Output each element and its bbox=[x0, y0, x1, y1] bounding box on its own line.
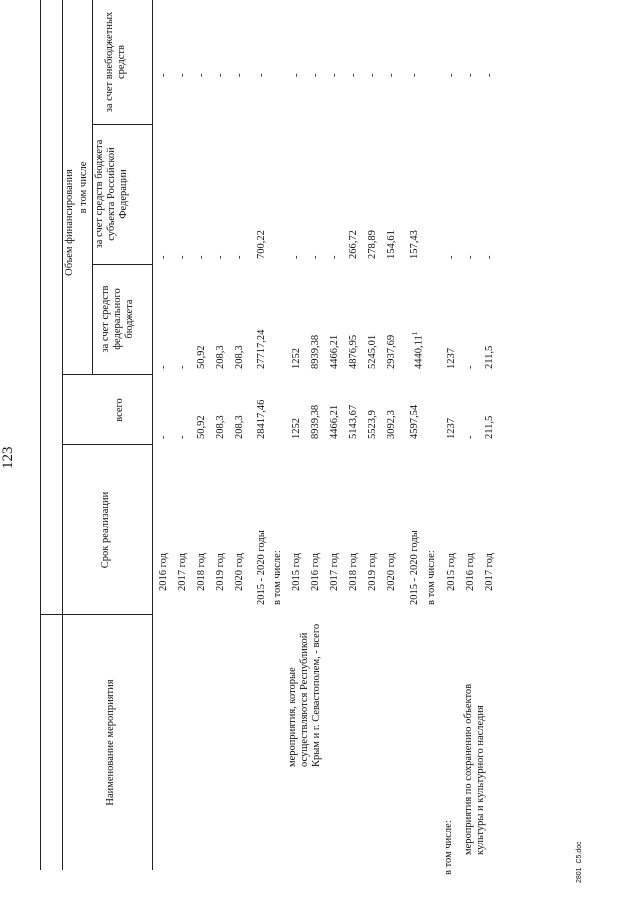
cell-period: 2015 - 2020 годы bbox=[409, 530, 420, 605]
header-regional: за счет средств бюджета субъекта Российской Федерации bbox=[94, 139, 129, 249]
header-incl: в том числе bbox=[78, 161, 89, 214]
footnote-marker: 1 bbox=[411, 331, 419, 336]
cell-federal: 27717,24 bbox=[256, 329, 267, 369]
cell-total: 211,5 bbox=[484, 415, 495, 439]
cell-federal: 208,3 bbox=[234, 345, 245, 369]
cell-total: 5143,67 bbox=[348, 404, 359, 439]
cell-period: 2015 - 2020 годы bbox=[256, 530, 267, 605]
cell-federal: 5245,01 bbox=[367, 334, 378, 369]
cell-extra: - bbox=[291, 73, 302, 77]
cell-extra: - bbox=[310, 73, 321, 77]
cell-federal: 4876,95 bbox=[348, 334, 359, 369]
cell-extra: - bbox=[215, 73, 226, 77]
cell-extra: - bbox=[158, 73, 169, 77]
header-incl-underline bbox=[92, 0, 93, 375]
cell-extra: - bbox=[177, 73, 188, 77]
header-bottom-border bbox=[152, 0, 153, 870]
header-period: Срок реализации bbox=[100, 491, 111, 569]
cell-period: 2019 год bbox=[367, 553, 378, 591]
cell-regional: 157,43 bbox=[409, 230, 420, 259]
cell-period: 2018 год bbox=[196, 553, 207, 591]
cell-period: 2017 год bbox=[329, 553, 340, 591]
cell-regional: - bbox=[234, 255, 245, 259]
cell-extra: - bbox=[367, 73, 378, 77]
header-divider-name-period bbox=[40, 614, 152, 615]
cell-regional: 266,72 bbox=[348, 230, 359, 259]
cell-period: 2020 год bbox=[386, 553, 397, 591]
cell-federal: 4466,21 bbox=[329, 334, 340, 369]
cell-regional: - bbox=[310, 255, 321, 259]
cell-total: 3092,3 bbox=[386, 410, 397, 439]
cell-total: - bbox=[177, 435, 188, 439]
cell-extra: - bbox=[196, 73, 207, 77]
footer-filename: 2801 C5.doc bbox=[576, 841, 583, 883]
cell-total: 5523,9 bbox=[367, 410, 378, 439]
cell-federal: 211,5 bbox=[484, 345, 495, 369]
header-extra: за счет внебюджетных средств bbox=[104, 11, 127, 113]
cell-regional: - bbox=[177, 255, 188, 259]
cell-total: 208,3 bbox=[215, 415, 226, 439]
cell-regional: 154,61 bbox=[386, 230, 397, 259]
cell-federal: 4440,11$^1$ bbox=[411, 331, 425, 369]
cell-regional: - bbox=[484, 255, 495, 259]
cell-period: 2016 год bbox=[465, 553, 476, 591]
cell-extra: - bbox=[386, 73, 397, 77]
cell-federal: - bbox=[177, 365, 188, 369]
cell-federal: 8939,38 bbox=[310, 334, 321, 369]
cell-period: 2020 год bbox=[234, 553, 245, 591]
header-divider-regional-extra bbox=[92, 124, 152, 125]
cell-extra: - bbox=[234, 73, 245, 77]
cell-extra: - bbox=[446, 73, 457, 77]
header-divider-federal-regional bbox=[92, 264, 152, 265]
header-volume: Объем финансирования bbox=[64, 169, 75, 276]
cell-regional: - bbox=[196, 255, 207, 259]
cell-total: 1237 bbox=[446, 418, 457, 439]
cell-extra: - bbox=[484, 73, 495, 77]
cell-period: 2017 год bbox=[484, 553, 495, 591]
cell-period: 2016 год bbox=[158, 553, 169, 591]
cell-extra: - bbox=[256, 73, 267, 77]
cell-extra: - bbox=[329, 73, 340, 77]
cell-regional: - bbox=[215, 255, 226, 259]
header-volume-underline bbox=[62, 0, 63, 445]
cell-federal: 2937,69 bbox=[386, 334, 397, 369]
cell-regional: - bbox=[446, 255, 457, 259]
cell-period: 2018 год bbox=[348, 553, 359, 591]
cell-total: - bbox=[158, 435, 169, 439]
cell-extra: - bbox=[348, 73, 359, 77]
cell-federal: - bbox=[158, 365, 169, 369]
cell-federal: 208,3 bbox=[215, 345, 226, 369]
cell-total: - bbox=[465, 435, 476, 439]
cell-regional: - bbox=[465, 255, 476, 259]
cell-period: в том числе: bbox=[272, 550, 283, 605]
cell-period: 2015 год bbox=[291, 553, 302, 591]
cell-regional: - bbox=[158, 255, 169, 259]
row-name-incl: в том числе: bbox=[443, 820, 454, 875]
cell-total: 208,3 bbox=[234, 415, 245, 439]
cell-period: 2017 год bbox=[177, 553, 188, 591]
cell-extra: - bbox=[409, 73, 420, 77]
cell-period: 2019 год bbox=[215, 553, 226, 591]
row-name-crimea: мероприятия, которые осуществляются Республикой Крым и г. Севастополем, - всего bbox=[287, 623, 322, 767]
cell-total: 1252 bbox=[291, 418, 302, 439]
cell-period: 2016 год bbox=[310, 553, 321, 591]
table-top-border bbox=[40, 0, 41, 870]
cell-federal: - bbox=[465, 365, 476, 369]
header-total: всего bbox=[114, 398, 125, 422]
cell-regional: 700,22 bbox=[256, 230, 267, 259]
row-name-culture: мероприятия по сохранению объектов культуры и культурного наследия bbox=[463, 683, 486, 855]
cell-regional: - bbox=[291, 255, 302, 259]
cell-federal: 50,92 bbox=[196, 345, 207, 369]
cell-total: 8939,38 bbox=[310, 404, 321, 439]
cell-period: в том числе: bbox=[426, 550, 437, 605]
cell-regional: - bbox=[329, 255, 340, 259]
cell-extra: - bbox=[465, 73, 476, 77]
cell-federal: 1237 bbox=[446, 348, 457, 369]
page-number: 123 bbox=[0, 446, 16, 469]
cell-total: 4466,21 bbox=[329, 404, 340, 439]
cell-total: 28417,46 bbox=[256, 399, 267, 439]
cell-total: 4597,54 bbox=[409, 404, 420, 439]
cell-federal: 1252 bbox=[291, 348, 302, 369]
header-name: Наименование мероприятия bbox=[105, 679, 116, 806]
cell-total: 50,92 bbox=[196, 415, 207, 439]
cell-regional: 278,89 bbox=[367, 230, 378, 259]
cell-period: 2015 год bbox=[446, 553, 457, 591]
header-federal: за счет средств федерального бюджета bbox=[100, 285, 135, 353]
